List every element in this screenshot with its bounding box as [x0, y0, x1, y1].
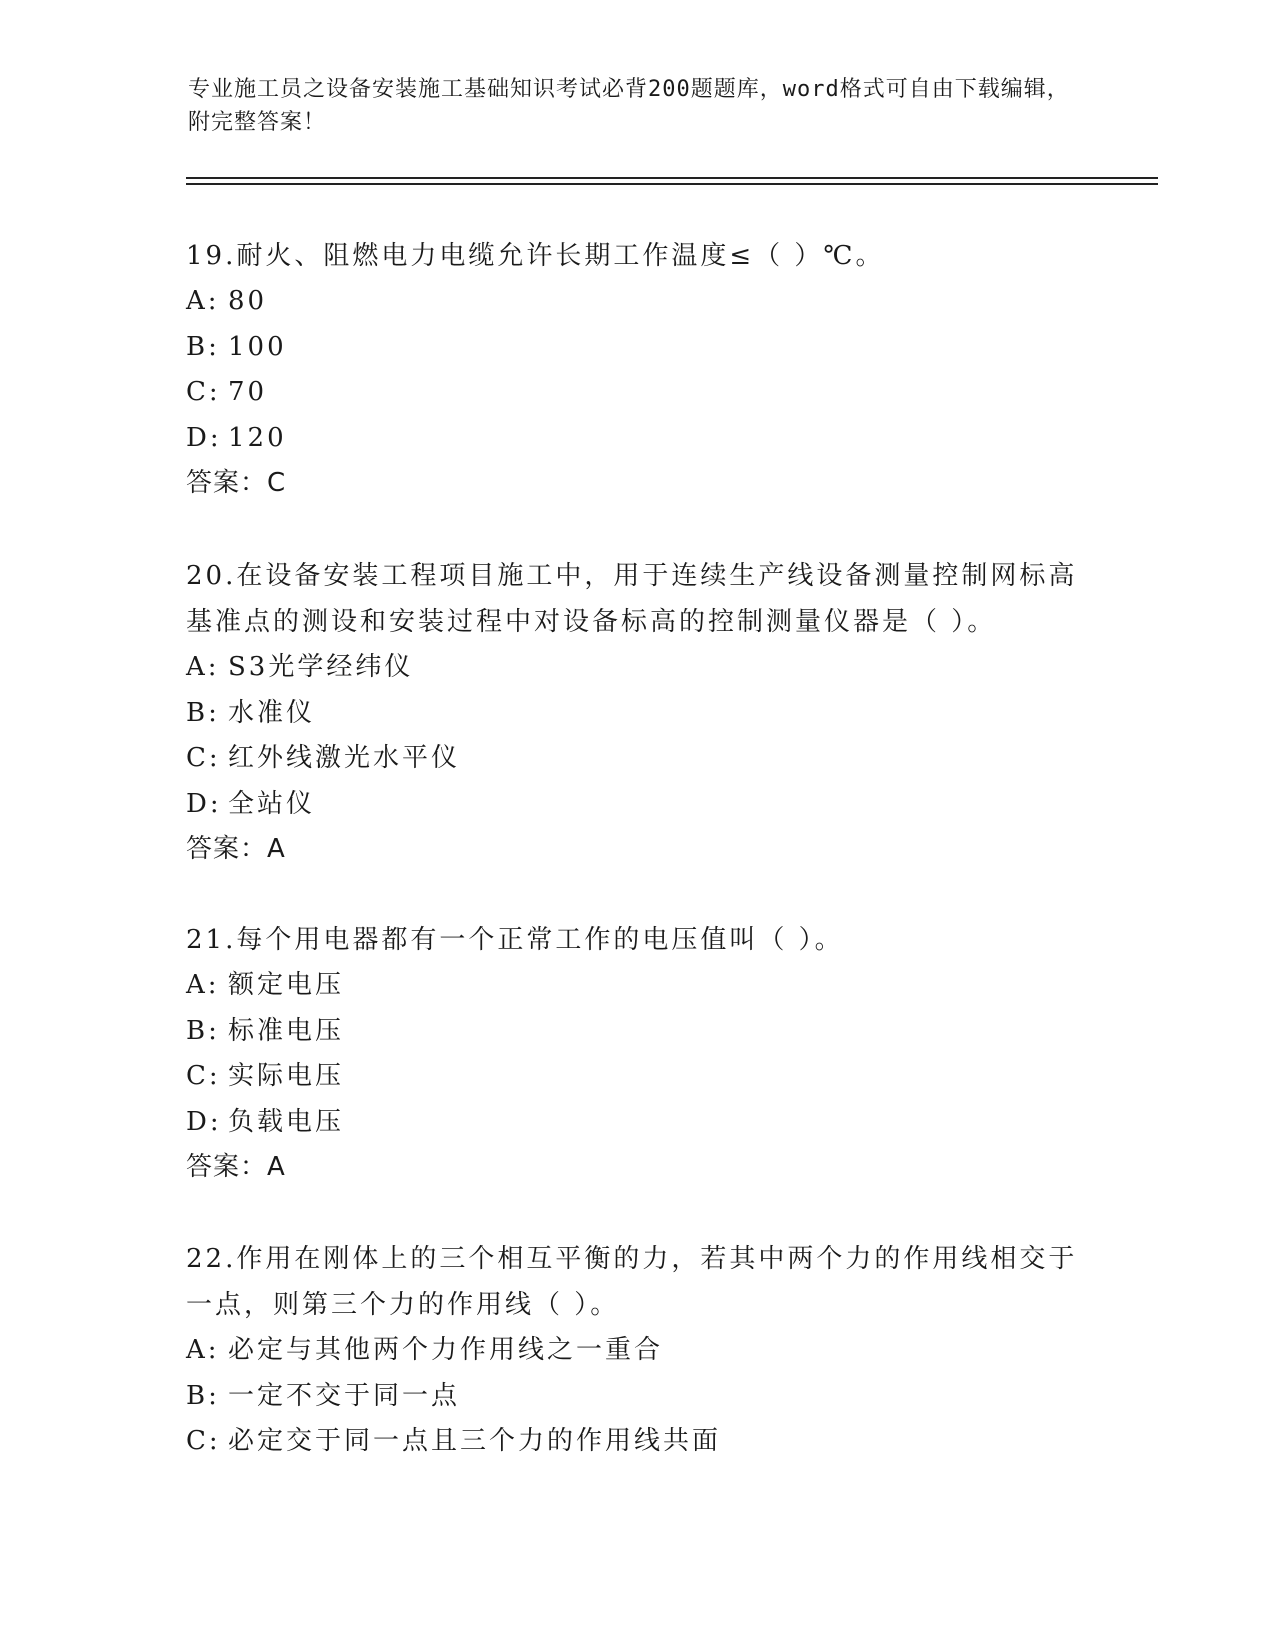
answer-line: 答案：A: [186, 1152, 286, 1182]
option-d: [186, 1100, 1086, 1146]
option-text: 70: [228, 377, 268, 407]
question-stem: 20.在设备安装工程项目施工中，用于连续生产线设备测量控制网标高基准点的测设和安装过程中对设备标高的控制测量仪器是（ ）。: [186, 561, 1078, 637]
option-letter: D:: [186, 788, 222, 819]
question-stem: 21.每个用电器都有一个正常工作的电压值叫（ ）。: [186, 925, 844, 955]
option-letter: C:: [186, 1426, 221, 1456]
option-text: 标准电压: [228, 1015, 345, 1046]
option-letter: D:: [186, 1106, 222, 1137]
option-letter: A:: [186, 286, 220, 316]
option-a: [186, 279, 1086, 325]
document-header: 专业施工员之设备安装施工基础知识考试必背200题题库，word格式可自由下载编辑，附完整答案！: [188, 77, 1070, 135]
option-d: [186, 416, 1086, 462]
option-text: 120: [228, 422, 287, 453]
question-22: [186, 1236, 1086, 1465]
option-c: [186, 370, 1086, 416]
option-text: 红外线激光水平仪: [228, 743, 461, 773]
option-letter: C:: [186, 1061, 221, 1091]
option-text: 80: [228, 286, 268, 316]
option-a: [186, 1328, 1086, 1374]
option-letter: B:: [186, 331, 220, 362]
header-rule-bottom: [186, 183, 1158, 185]
question-20: [186, 553, 1086, 872]
option-letter: B:: [186, 697, 220, 728]
option-letter: A:: [186, 1335, 220, 1365]
option-text: 额定电压: [228, 970, 345, 1000]
option-d: [186, 782, 1086, 828]
option-text: 必定与其他两个力作用线之一重合: [228, 1335, 664, 1365]
option-text: 负载电压: [228, 1106, 345, 1137]
option-text: 水准仪: [228, 697, 316, 728]
option-b: [186, 691, 1086, 737]
header-rule-top: [186, 177, 1158, 179]
option-letter: B:: [186, 1015, 220, 1046]
option-a: [186, 963, 1086, 1009]
answer-line: 答案：C: [186, 468, 287, 498]
question-stem: 22.作用在刚体上的三个相互平衡的力，若其中两个力的作用线相交于一点，则第三个力的作用线（ ）。: [186, 1244, 1078, 1320]
option-letter: A:: [186, 652, 220, 682]
option-letter: A:: [186, 970, 220, 1000]
option-letter: D:: [186, 422, 222, 453]
option-text: 100: [228, 331, 287, 362]
option-letter: B:: [186, 1380, 220, 1411]
option-text: 实际电压: [228, 1061, 345, 1091]
question-19: [186, 233, 1086, 506]
option-b: [186, 325, 1086, 371]
option-text: 一定不交于同一点: [228, 1380, 461, 1411]
option-letter: C:: [186, 743, 221, 773]
option-c: [186, 736, 1086, 782]
option-text: 必定交于同一点且三个力的作用线共面: [228, 1426, 722, 1456]
option-b: [186, 1374, 1086, 1420]
option-text: 全站仪: [228, 788, 316, 819]
option-c: [186, 1419, 1086, 1465]
answer-line: 答案：A: [186, 834, 286, 864]
question-21: [186, 917, 1086, 1190]
option-letter: C:: [186, 377, 221, 407]
option-text: S3光学经纬仪: [228, 652, 414, 682]
option-b: [186, 1009, 1086, 1055]
question-stem: 19.耐火、阻燃电力电缆允许长期工作温度≤（ ）℃。: [186, 241, 885, 271]
option-a: [186, 645, 1086, 691]
option-c: [186, 1054, 1086, 1100]
